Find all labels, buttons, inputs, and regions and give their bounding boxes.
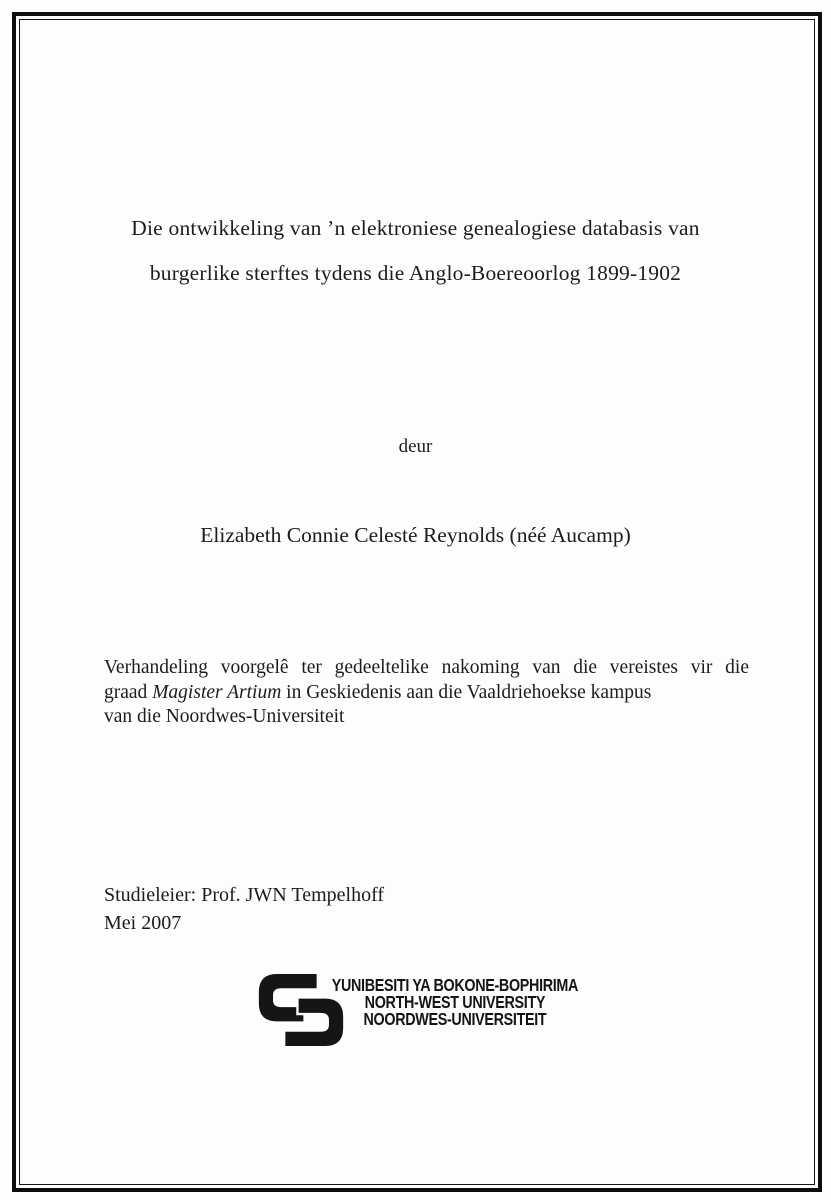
author-name: Elizabeth Connie Celesté Reynolds (néé Aucamp) — [200, 523, 631, 547]
nwu-logo-line-1: YUNIBESITI YA BOKONE-BOPHIRIMA — [331, 975, 579, 995]
date-line: Mei 2007 — [104, 912, 182, 934]
statement-line-2 — [104, 681, 749, 706]
nwu-logo-text — [327, 977, 583, 1028]
statement-line-2-pre: graad — [104, 681, 153, 703]
thesis-title — [60, 206, 771, 296]
statement-line-3: van die Noordwes-Universiteit — [104, 706, 345, 728]
title-line-2: burgerlike sterftes tydens die Anglo-Boereoorlog 1899-1902 — [149, 261, 682, 285]
byline-label: deur — [398, 436, 433, 457]
supervisor-line: Studieleier: Prof. JWN Tempelhoff — [104, 884, 385, 906]
degree-name-italic: Magister Artium — [152, 681, 282, 703]
nwu-logo-line-2: NORTH-WEST UNIVERSITY — [364, 992, 546, 1012]
nwu-logo-line-3: NOORDWES-UNIVERSITEIT — [363, 1009, 547, 1029]
title-line-1: Die ontwikkeling van ’n elektroniese genealogiese databasis van — [131, 216, 700, 240]
degree-statement — [104, 656, 749, 730]
statement-line-2-post: in Geskiedenis aan die Vaaldriehoekse kampus — [281, 681, 652, 703]
credits-block — [104, 881, 384, 937]
statement-line-1: Verhandeling voorgelê ter gedeeltelike nakoming van die vereistes vir die — [104, 657, 749, 678]
